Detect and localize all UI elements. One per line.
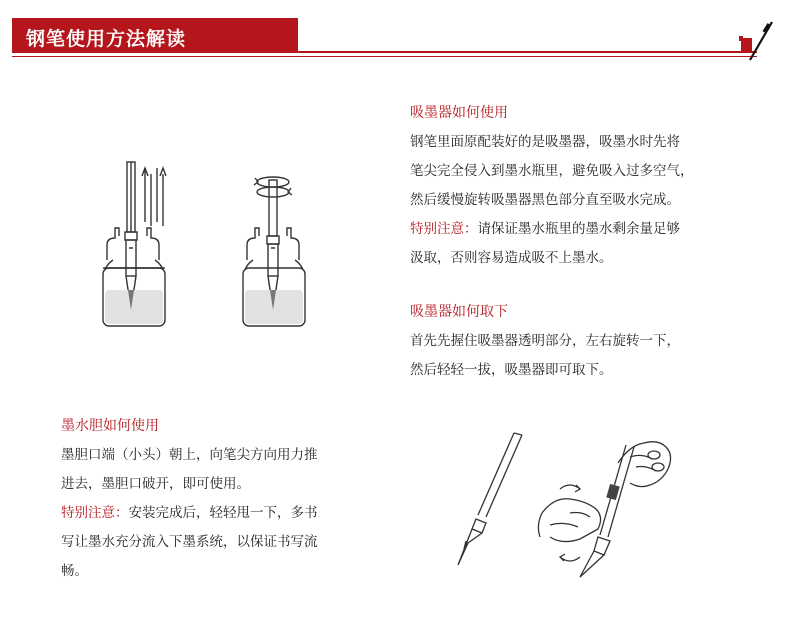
cartridge-use-heading: 墨水胆如何使用 [61,418,159,434]
pen-filling-ink-bottle-illustration [85,140,325,340]
converter-use-section [410,99,770,273]
note-text: 安装完成后，轻轻甩一下，多书 [128,505,318,521]
converter-use-line-1: 钢笔里面原配装好的是吸墨器，吸墨水时先将 [410,134,680,150]
converter-remove-section [410,298,770,385]
converter-use-heading: 吸墨器如何使用 [410,105,508,121]
cartridge-use-note-line-3: 畅。 [61,563,88,579]
cartridge-use-section [61,412,381,586]
converter-remove-line-2: 然后轻轻一拔，吸墨器即可取下。 [410,362,613,378]
pen-nib-logo-icon [734,20,776,62]
cartridge-use-line-1: 墨胆口端（小头）朝上，向笔尖方向用力推 [61,447,318,463]
converter-remove-heading: 吸墨器如何取下 [410,304,508,320]
page-title: 钢笔使用方法解读 [26,28,187,50]
header-rule-fine [12,56,757,57]
cartridge-use-line-2: 进去，墨胆口破开，即可使用。 [61,476,250,492]
converter-use-note [410,215,770,244]
converter-remove-line-1: 首先先握住吸墨器透明部分，左右旋转一下， [410,333,680,349]
note-label: 特别注意： [410,221,478,237]
converter-use-line-3: 然后缓慢旋转吸墨器黑色部分直至吸水完成。 [410,192,680,208]
note-text: 请保证墨水瓶里的墨水剩余量足够 [477,221,680,237]
hand-removing-converter-illustration [430,425,690,585]
converter-use-line-2: 笔尖完全侵入到墨水瓶里，避免吸入过多空气， [410,163,694,179]
cartridge-use-note-line-2: 写让墨水充分流入下墨系统，以保证书写流 [61,534,318,550]
note-label: 特别注意： [61,505,129,521]
header-banner [12,18,298,52]
cartridge-use-note [61,499,381,528]
header-rule [12,51,757,53]
converter-use-note-line-2: 汲取，否则容易造成吸不上墨水。 [410,250,613,266]
